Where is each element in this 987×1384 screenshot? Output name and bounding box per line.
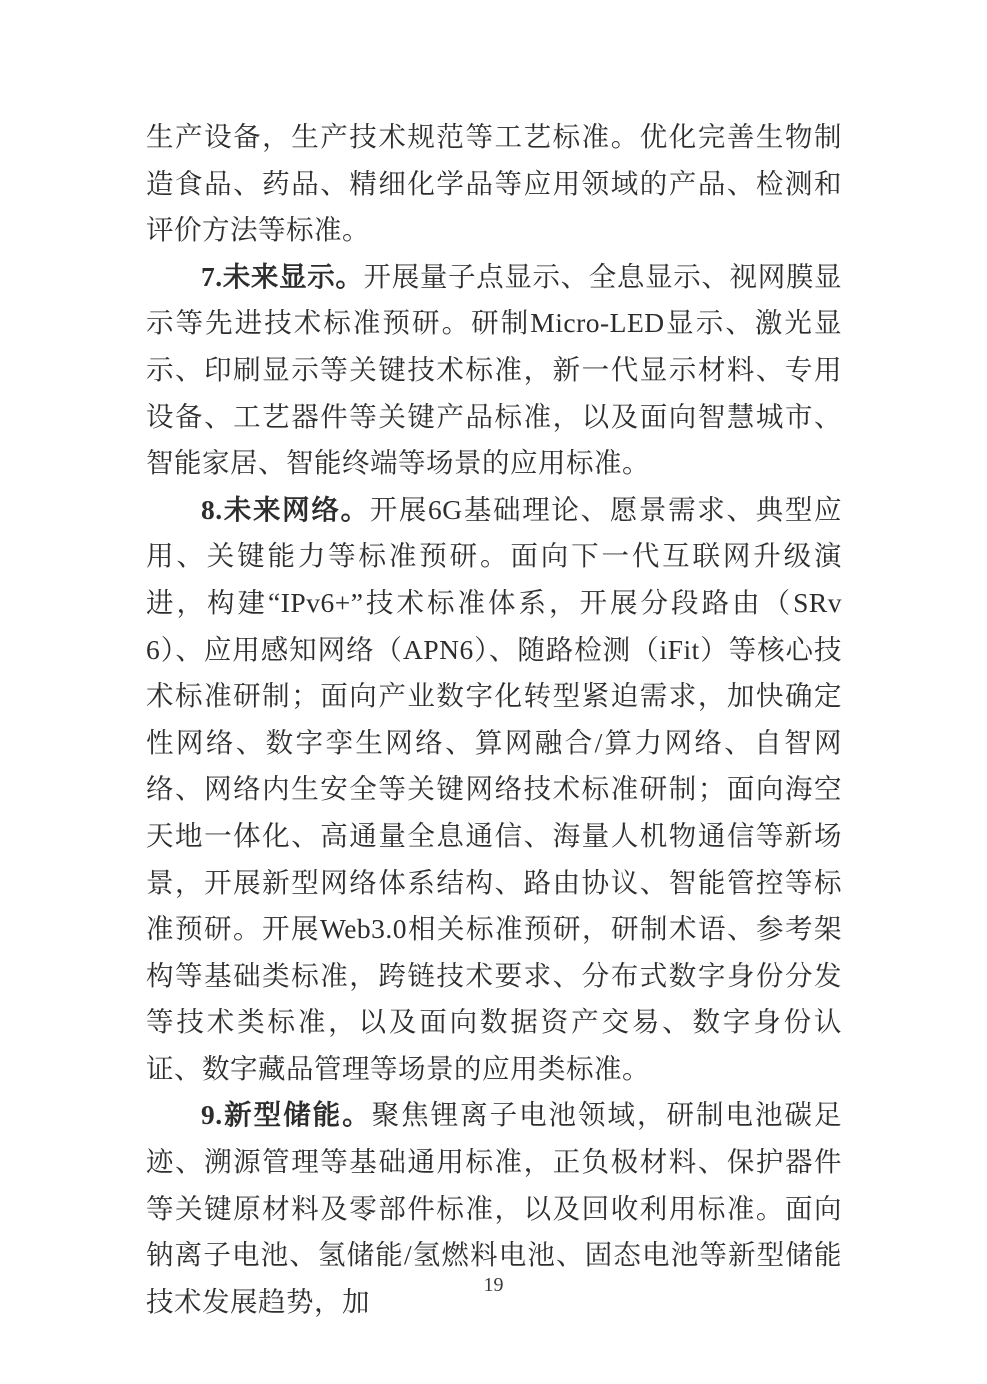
paragraph-continuation	[146, 114, 842, 254]
paragraph-text: 开展6G基础理论、愿景需求、典型应用、关键能力等标准预研。面向下一代互联网升级演进，构建“IPv6+”技术标准体系，开展分段路由（SRv6）、应用感知网络（APN6）、随路检测（iFit）等核心技术标准研制；面向产业数字化转型紧迫需求，加快确定性网络、数字孪生网络、算网融合/算力网络、自智网络、网络内生安全等关键网络技术标准研制；面向海空天地一体化、高通量全息通信、海量人机物通信等新场景，开展新型网络体系结构、路由协议、智能管控等标准预研。开展Web3.0相关标准预研，研制术语、参考架构等基础类标准，跨链技术要求、分布式数字身份分发等技术类标准，以及面向数据资产交易、数字身份认证、数字藏品管理等场景的应用类标准。	[146, 493, 843, 1084]
section-heading-8: 8.未来网络。	[201, 493, 370, 525]
paragraph-future-network	[146, 487, 842, 1093]
paragraph-text: 聚焦锂离子电池领域，研制电池碳足迹、溯源管理等基础通用标准，正负极材料、保护器件等关键原材料及零部件标准，以及回收利用标准。面向钠离子电池、氢储能/氢燃料电池、固态电池等新型储能技术发展趋势，加	[146, 1099, 843, 1317]
document-body	[146, 114, 842, 1325]
paragraph-future-display	[146, 254, 842, 487]
paragraph-text: 开展量子点显示、全息显示、视网膜显示等先进技术标准预研。研制Micro-LED显示、激光显示、印刷显示等关键技术标准，新一代显示材料、专用设备、工艺器件等关键产品标准，以及面向智慧城市、智能家居、智能终端等场景的应用标准。	[146, 260, 842, 479]
page-number: 19	[483, 1274, 504, 1296]
section-heading-9: 9.新型储能。	[201, 1099, 372, 1131]
paragraph-text: 生产设备，生产技术规范等工艺标准。优化完善生物制造食品、药品、精细化学品等应用领域的产品、检测和评价方法等标准。	[146, 121, 842, 246]
section-heading-7: 7.未来显示。	[201, 260, 364, 292]
